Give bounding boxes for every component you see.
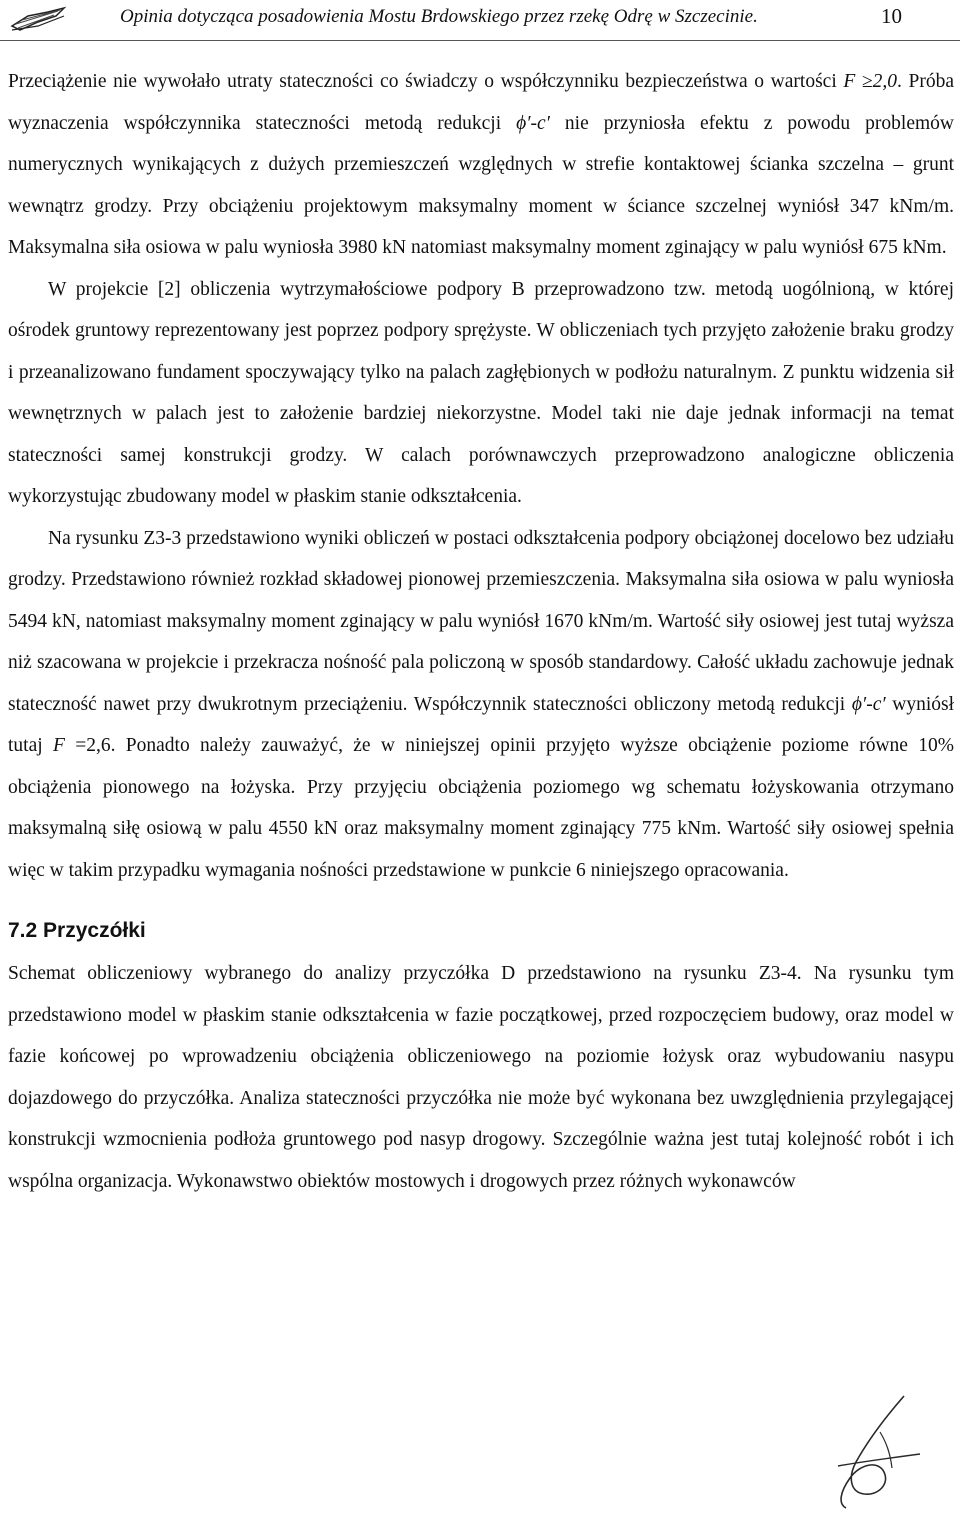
section-heading: 7.2 Przyczółki	[8, 919, 146, 942]
paragraph-3	[8, 518, 954, 892]
logo-icon	[8, 2, 68, 34]
paragraph-3-text-a: Na rysunku Z3-3 przedstawiono wyniki obliczeń w postaci odkształcenia podpory obciążonej docelowo bez udziału grodzy. Przedstawiono również rozkład składowej pionowej przemieszczenia. Maksymalna siła osiowa w palu wyniosła 5494 kN, natomiast maksymalny moment zginający w palu wyniósł 1670 kNm/m. Wartość siły osiowej jest tutaj wyższa niż szacowana w projekcie i przekracza nośność pala policzoną w sposób standardowy. Całość układu zachowuje jednak stateczność nawet przy dwukrotnym przeciążeniu. Współczynnik stateczności obliczony metodą redukcji	[8, 527, 954, 715]
paragraph-1-text-a: Przeciążenie nie wywołało utraty stateczności co świadczy o współczynniku bezpieczeństwa o wartości	[8, 71, 844, 92]
signature-icon	[820, 1392, 930, 1512]
paragraph-2: W projekcie [2] obliczenia wytrzymałościowe podpory B przeprowadzono tzw. metodą uogólnioną, w której ośrodek gruntowy reprezentowany jest poprzez podpory sprężyste. W obliczeniach tych przyjęto założenie braku grodzy i przeanalizowano fundament spoczywający tylko na palach zagłębionych w podłożu naturalnym. Z punktu widzenia sił wewnętrznych w palach jest to założenie bardziej niekorzystne. Model taki nie daje jednak informacji na temat stateczności samej konstrukcji grodzy. W calach porównawczych przeprowadzono analogiczne obliczenia wykorzystując zbudowany model w płaskim stanie odkształcenia.	[8, 278, 954, 507]
page-header	[0, 0, 960, 41]
paragraph-3-text-b: wyniósł tutaj	[8, 693, 954, 756]
header-title: Opinia dotycząca posadowienia Mostu Brdowskiego przez rzekę Odrę w Szczecinie.	[120, 6, 758, 27]
math-f: F	[52, 735, 65, 756]
paragraph-1	[8, 61, 954, 269]
document-body	[8, 61, 954, 1202]
paragraph-1-text-b: . Próba wyznaczenia współczynnika stateczności metodą redukcji	[8, 71, 954, 134]
section-paragraph: Schemat obliczeniowy wybranego do analizy przyczółka D przedstawiono na rysunku Z3-4. Na rysunku tym przedstawiono model w płaskim stanie odkształcenia w fazie początkowej, przed rozpoczęciem budowy, oraz model w fazie końcowej po wprowadzeniu obciążenia obliczeniowego na poziomie łożysk oraz wybudowaniu nasypu dojazdowego do przyczółka. Analiza stateczności przyczółka nie może być wykonana bez uwzględnienia przylegającej konstrukcji wzmocnienia podłoża gruntowego pod nasyp drogowy. Szczególnie ważna jest tutaj kolejność robót i ich wspólna organizacja. Wykonawstwo obiektów mostowych i drogowych przez różnych wykonawców	[8, 963, 954, 1192]
paragraph-3-text-c: =2,6. Ponadto należy zauważyć, że w niniejszej opinii przyjęto wyższe obciążenie poziome równe 10% obciążenia pionowego na łożyska. Przy przyjęciu obciążenia poziomego wg schematu łożyskowania otrzymano maksymalną siłę osiową w palu 4550 kN oraz maksymalny moment zginający 775 kNm. Wartość siły osiowej spełnia więc w takim przypadku wymagania nośności przedstawione w punkcie 6 niniejszego opracowania.	[8, 735, 954, 881]
math-safety-factor: F ≥2,0	[843, 71, 897, 92]
math-phi-c-2: ϕ′-c′	[851, 693, 886, 715]
paragraph-1-text-c: nie przyniosła efektu z powodu problemów numerycznych wynikających z dużych przemieszczeń względnych w strefie kontaktowej ścianka szczelna – grunt wewnątrz grodzy. Przy obciążeniu projektowym maksymalny moment w ściance szczelnej wyniósł 347 kNm/m. Maksymalna siła osiowa w palu wyniosła 3980 kN natomiast maksymalny moment zginający w palu wyniósł 675 kNm.	[8, 112, 954, 258]
math-phi-c: ϕ′-c′	[516, 112, 550, 134]
page-number: 10	[881, 4, 902, 28]
